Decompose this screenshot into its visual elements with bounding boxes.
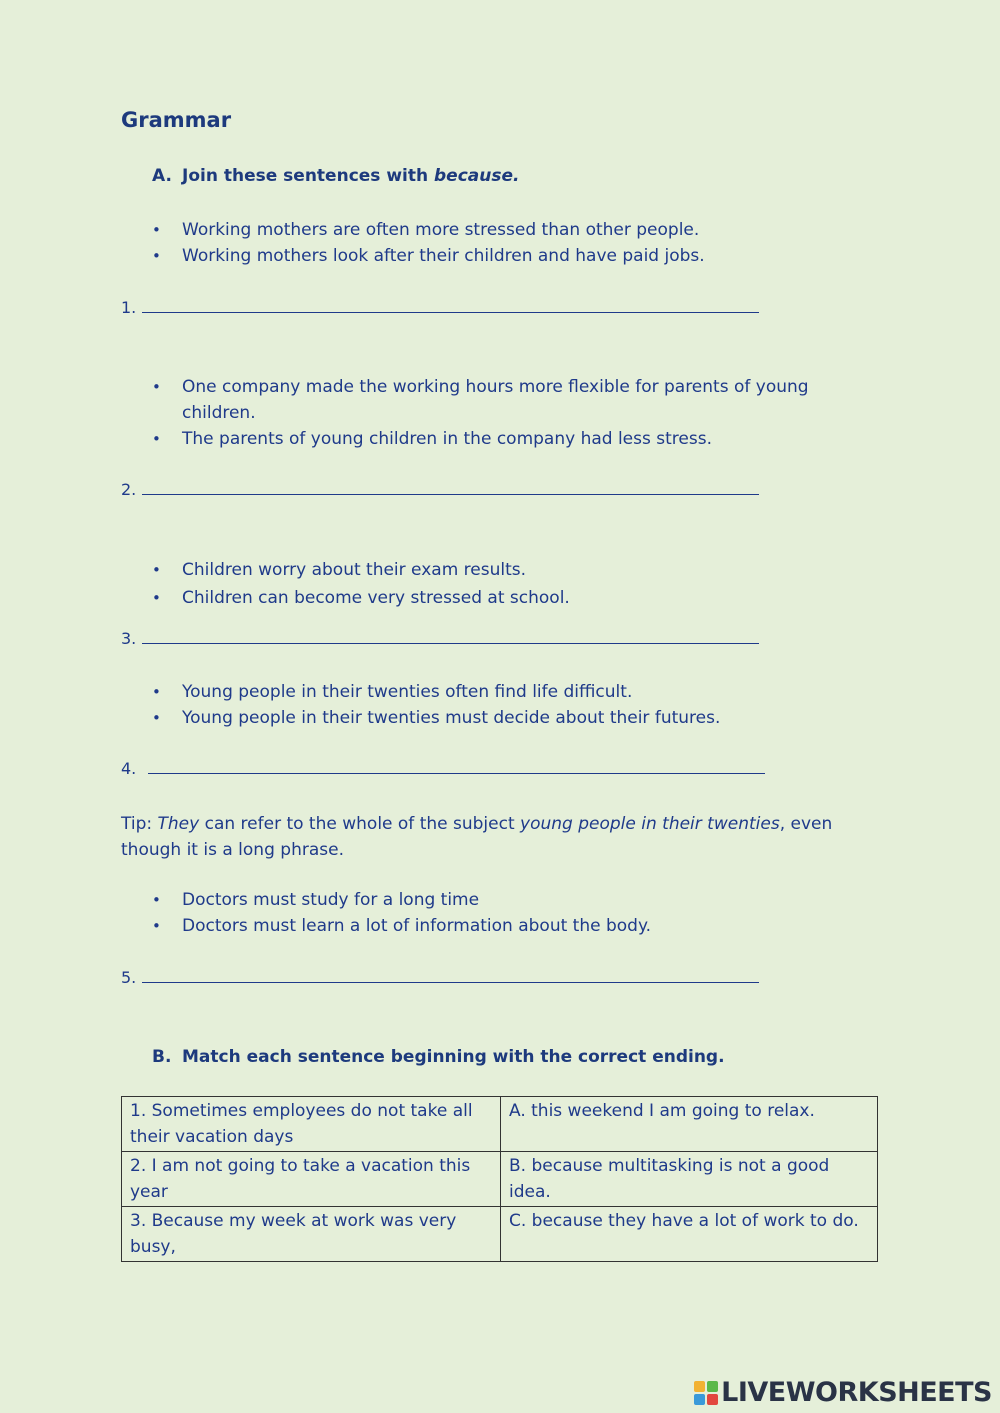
bullet-list-3: [152, 557, 822, 611]
answer-number: 5.: [121, 968, 137, 987]
bullet-item: • Young people in their twenties often find life difficult.: [152, 679, 822, 705]
bullet-item: • Young people in their twenties must decide about their futures.: [152, 705, 822, 731]
sentence-beginning-cell[interactable]: 1. Sometimes employees do not take all their vacation days: [122, 1097, 501, 1152]
matching-table: [121, 1096, 878, 1262]
answer-blank-2[interactable]: [142, 480, 759, 495]
bullet-item: • One company made the working hours more flexible for parents of young children.: [152, 374, 822, 426]
logo-square: [707, 1394, 718, 1405]
tip-text: [121, 811, 871, 863]
answer-line-5: [121, 968, 759, 987]
section-a-letter: A.: [152, 166, 172, 186]
bullet-list-4: [152, 679, 822, 731]
bullet-item: • Children can become very stressed at school.: [152, 585, 822, 611]
answer-line-2: [121, 480, 759, 499]
answer-line-3: [121, 629, 759, 648]
answer-line-4: [121, 759, 765, 778]
table-row: [122, 1097, 878, 1152]
bullet-item: • Working mothers are often more stressed than other people.: [152, 217, 822, 243]
logo-mark-icon: [694, 1381, 718, 1405]
bullet-list-5: [152, 887, 822, 939]
section-b-instruction: Match each sentence beginning with the correct ending.: [182, 1047, 725, 1067]
section-b-letter: B.: [152, 1047, 172, 1067]
tip-suffix: , even though it is a long phrase.: [121, 814, 833, 860]
section-a-instruction: Join these sentences with: [182, 166, 435, 186]
sentence-ending-cell[interactable]: B. because multitasking is not a good idea.: [501, 1152, 878, 1207]
answer-number: 4.: [121, 759, 137, 778]
logo-text: LIVEWORKSHEETS: [721, 1377, 992, 1408]
section-a-instruction-keyword: because.: [434, 166, 520, 186]
section-b-heading: [152, 1047, 725, 1067]
section-a-heading: [152, 166, 519, 186]
bullet-item: • Children worry about their exam results.: [152, 557, 822, 583]
liveworksheets-logo: [694, 1377, 992, 1408]
tip-keyword-they: They: [157, 814, 200, 834]
sentence-beginning-cell[interactable]: 3. Because my week at work was very busy,: [122, 1207, 501, 1262]
tip-keyword-subject: young people in their twenties: [520, 814, 780, 834]
logo-square: [694, 1381, 705, 1392]
table-row: [122, 1152, 878, 1207]
answer-number: 1.: [121, 298, 137, 317]
answer-blank-3[interactable]: [142, 629, 759, 644]
answer-number: 3.: [121, 629, 137, 648]
answer-blank-4[interactable]: [148, 759, 765, 774]
sentence-beginning-cell[interactable]: 2. I am not going to take a vacation this year: [122, 1152, 501, 1207]
logo-square: [694, 1394, 705, 1405]
sentence-ending-cell[interactable]: C. because they have a lot of work to do.: [501, 1207, 878, 1262]
bullet-item: • Working mothers look after their children and have paid jobs.: [152, 243, 822, 269]
bullet-list-2: [152, 374, 822, 452]
table-row: [122, 1207, 878, 1262]
answer-blank-1[interactable]: [142, 298, 759, 313]
worksheet-title: Grammar: [121, 108, 232, 132]
bullet-item: • Doctors must learn a lot of information about the body.: [152, 913, 822, 939]
answer-number: 2.: [121, 480, 137, 499]
tip-prefix: Tip:: [121, 814, 158, 834]
bullet-item: • The parents of young children in the company had less stress.: [152, 426, 822, 452]
logo-square: [707, 1381, 718, 1392]
answer-blank-5[interactable]: [142, 968, 759, 983]
bullet-list-1: [152, 217, 822, 269]
answer-line-1: [121, 298, 759, 317]
bullet-item: • Doctors must study for a long time: [152, 887, 822, 913]
sentence-ending-cell[interactable]: A. this weekend I am going to relax.: [501, 1097, 878, 1152]
tip-middle: can refer to the whole of the subject: [199, 814, 521, 834]
